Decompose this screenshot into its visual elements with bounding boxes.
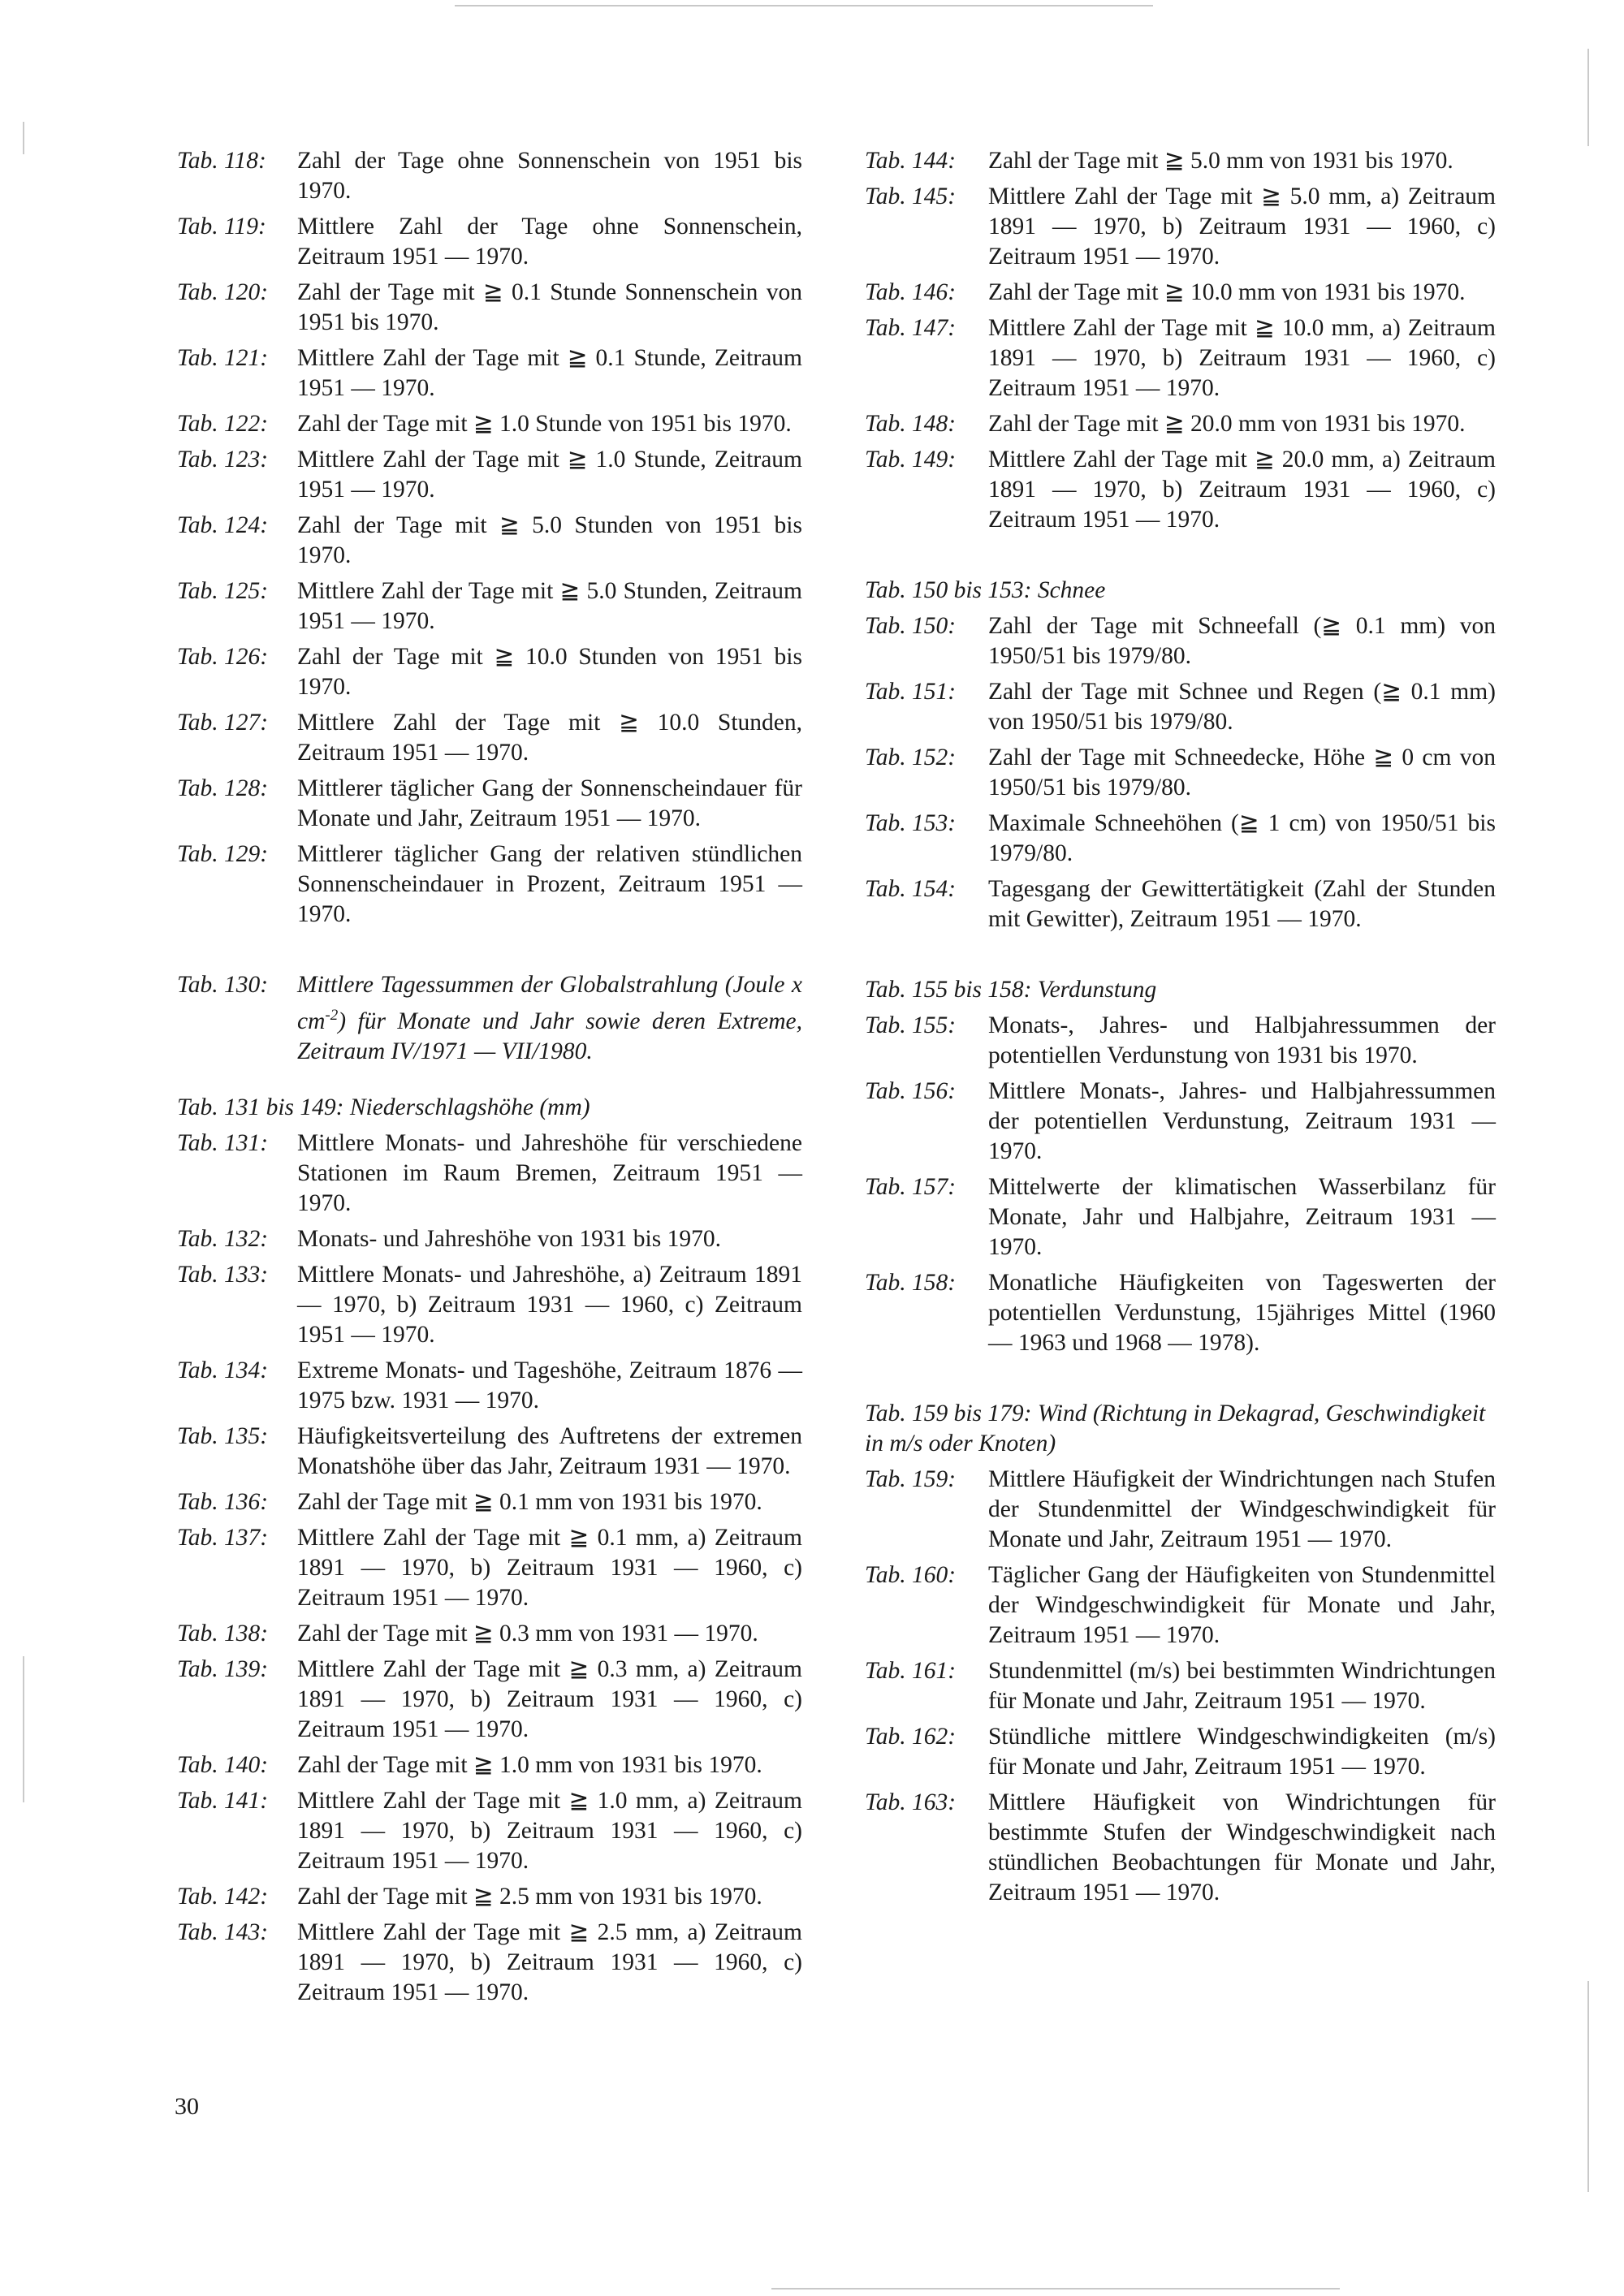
table-label: Tab. 145: [865,183,957,209]
table-entry [177,1523,802,1613]
table-description: Mittlere Zahl der Tage mit ≧ 0.3 mm, a) Zeitraum 1891 — 1970, b) Zeitraum 1931 — 1960, c) Zeitraum 1951 — 1970. [297,1655,802,1742]
table-entry [177,1356,802,1416]
table-description: Mittlerer täglicher Gang der Sonnenscheindauer für Monate und Jahr, Zeitraum 1951 — 1970. [297,775,802,831]
table-description: Zahl der Tage mit ≧ 2.5 mm von 1931 bis 1970. [297,1883,762,1910]
table-entry [177,642,802,702]
table-description: Mittlere Häufigkeit von Windrichtungen für bestimmte Stufen der Windgeschwindigkeit nach stündlichen Beobachtungen für Monate und Jahr, Zeitraum 1951 — 1970. [988,1789,1496,1905]
table-entry [865,1172,1496,1262]
table-entry [177,1918,802,2008]
table-label: Tab. 130: [177,972,269,998]
table-description: Zahl der Tage mit ≧ 20.0 mm von 1931 bis 1970. [988,411,1466,437]
table-description: Zahl der Tage mit ≧ 5.0 mm von 1931 bis 1970. [988,148,1453,174]
table-label: Tab. 154: [865,876,957,902]
table-label: Tab. 121: [177,345,269,371]
table-description: Mittlere Häufigkeit der Windrichtungen nach Stufen der Stundenmittel der Windgeschwindigkeit für Monate und Jahr, Zeitraum 1951 — 1970. [988,1466,1496,1552]
group-heading: Tab. 131 bis 149: Niederschlagshöhe (mm) [177,1094,590,1120]
table-entry [865,743,1496,803]
table-description: Zahl der Tage ohne Sonnenschein von 1951 bis 1970. [297,148,802,204]
table-label: Tab. 143: [177,1918,269,1945]
page-number: 30 [175,2093,199,2120]
table-entry [177,212,802,272]
table-entry [865,1011,1496,1071]
table-entry [865,611,1496,671]
table-description: Mittlere Zahl der Tage ohne Sonnenschein, Zeitraum 1951 — 1970. [297,214,802,270]
table-label: Tab. 156: [865,1078,957,1104]
table-entry [865,874,1496,934]
table-label: Tab. 140: [177,1751,269,1778]
table-entry [177,708,802,768]
table-label: Tab. 150: [865,613,957,639]
table-label: Tab. 159: [865,1466,957,1492]
table-entry [177,511,802,571]
table-description: Stundenmittel (m/s) bei bestimmten Windrichtungen für Monate und Jahr, Zeitraum 1951 — 1970. [988,1658,1496,1714]
table-description: Stündliche mittlere Windgeschwindigkeiten (m/s) für Monate und Jahr, Zeitraum 1951 — 1970. [988,1724,1496,1780]
table-label: Tab. 129: [177,841,269,867]
table-entry [177,1655,802,1745]
table-description: Mittlerer täglicher Gang der relativen stündlichen Sonnenscheindauer in Prozent, Zeitraum 1951 — 1970. [297,841,802,927]
table-description: Zahl der Tage mit Schneedecke, Höhe ≧ 0 cm von 1950/51 bis 1979/80. [988,744,1496,801]
table-description: Zahl der Tage mit ≧ 5.0 Stunden von 1951 bis 1970. [297,512,802,568]
table-entry [177,970,802,1067]
table-label: Tab. 120: [177,279,269,305]
table-entry [177,146,802,206]
table-entry [177,1619,802,1649]
table-entry [177,1750,802,1780]
table-description: Mittlere Monats- und Jahreshöhe für verschiedene Stationen im Raum Bremen, Zeitraum 1951 — 1970. [297,1129,802,1216]
group-heading: Tab. 159 bis 179: Wind (Richtung in Dekagrad, Geschwindigkeit in m/s oder Knoten) [865,1400,1486,1457]
table-label: Tab. 135: [177,1422,269,1449]
table-description: Zahl der Tage mit ≧ 10.0 Stunden von 1951 bis 1970. [297,644,802,700]
table-entry [177,343,802,404]
table-entry [865,409,1496,439]
table-entry [177,1882,802,1912]
table-label: Tab. 162: [865,1724,957,1750]
table-entry [177,1260,802,1350]
table-label: Tab. 155: [865,1012,957,1038]
table-entry [865,1077,1496,1167]
table-description: Monatliche Häufigkeiten von Tageswerten der potentiellen Verdunstung, 15jähriges Mittel (1960 — 1963 und 1968 — 1978). [988,1270,1496,1356]
scan-edge-top [455,5,1153,6]
table-entry [865,1788,1496,1908]
table-label: Tab. 124: [177,512,269,538]
table-description: Mittlere Zahl der Tage mit ≧ 0.1 mm, a) Zeitraum 1891 — 1970, b) Zeitraum 1931 — 1960, c) Zeitraum 1951 — 1970. [297,1524,802,1611]
table-label: Tab. 125: [177,578,269,604]
table-description: Mittelwerte der klimatischen Wasserbilanz für Monate, Jahr und Halbjahre, Zeitraum 1931 — 1970. [988,1174,1496,1260]
table-label: Tab. 139: [177,1655,269,1682]
table-label: Tab. 148: [865,411,957,437]
table-label: Tab. 126: [177,644,269,670]
table-entry [865,677,1496,737]
table-description: Mittlere Zahl der Tage mit ≧ 5.0 mm, a) Zeitraum 1891 — 1970, b) Zeitraum 1931 — 1960, c) Zeitraum 1951 — 1970. [988,183,1496,270]
superscript: -2 [325,1007,339,1024]
table-entry [177,445,802,505]
table-entry [177,576,802,637]
table-entry [865,182,1496,272]
scan-edge-left-1 [23,122,24,154]
group-heading: Tab. 155 bis 158: Verdunstung [865,977,1157,1003]
table-entry [865,1722,1496,1782]
right-column [865,146,1496,1914]
table-entry [865,1560,1496,1651]
table-description: Zahl der Tage mit ≧ 0.3 mm von 1931 — 1970. [297,1620,758,1646]
table-entry [865,1465,1496,1555]
table-description: Zahl der Tage mit Schneefall (≧ 0.1 mm) von 1950/51 bis 1979/80. [988,613,1496,669]
table-description: Mittlere Zahl der Tage mit ≧ 10.0 Stunden, Zeitraum 1951 — 1970. [297,710,802,766]
table-label: Tab. 131: [177,1129,269,1156]
table-description: Tagesgang der Gewittertätigkeit (Zahl der Stunden mit Gewitter), Zeitraum 1951 — 1970. [988,876,1496,932]
description-part: Mittlere Tagessummen der Globalstrahlung (Joule x cm [297,972,802,1034]
table-label: Tab. 160: [865,1562,957,1588]
table-entry [865,313,1496,404]
table-label: Tab. 158: [865,1270,957,1296]
table-label: Tab. 144: [865,148,957,174]
table-entry [177,1422,802,1482]
table-description: Zahl der Tage mit Schnee und Regen (≧ 0.1 mm) von 1950/51 bis 1979/80. [988,679,1496,735]
table-label: Tab. 163: [865,1789,957,1815]
table-entry [177,278,802,338]
group-heading: Tab. 150 bis 153: Schnee [865,577,1106,603]
table-description: Zahl der Tage mit ≧ 10.0 mm von 1931 bis 1970. [988,279,1466,305]
table-description: Täglicher Gang der Häufigkeiten von Stundenmittel der Windgeschwindigkeit für Monate und Jahr, Zeitraum 1951 — 1970. [988,1562,1496,1648]
table-entry [865,445,1496,535]
table-label: Tab. 127: [177,710,269,736]
table-label: Tab. 151: [865,679,957,705]
table-label: Tab. 147: [865,315,957,341]
table-description: Mittlere Monats- und Jahreshöhe, a) Zeitraum 1891 — 1970, b) Zeitraum 1931 — 1960, c) Zeitraum 1951 — 1970. [297,1261,802,1348]
table-label: Tab. 146: [865,279,957,305]
table-description: Mittlere Zahl der Tage mit ≧ 20.0 mm, a) Zeitraum 1891 — 1970, b) Zeitraum 1931 — 1960, c) Zeitraum 1951 — 1970. [988,447,1496,533]
table-description: Zahl der Tage mit ≧ 1.0 mm von 1931 bis 1970. [297,1751,762,1778]
table-description: Mittlere Zahl der Tage mit ≧ 5.0 Stunden, Zeitraum 1951 — 1970. [297,578,802,634]
table-label: Tab. 142: [177,1883,269,1910]
table-entry [865,1268,1496,1358]
table-description: Monats- und Jahreshöhe von 1931 bis 1970. [297,1225,721,1252]
table-label: Tab. 132: [177,1225,269,1252]
table-description: Maximale Schneehöhen (≧ 1 cm) von 1950/51 bis 1979/80. [988,810,1496,866]
table-label: Tab. 149: [865,447,957,473]
table-entry [865,146,1496,176]
table-label: Tab. 123: [177,447,269,473]
table-entry [177,409,802,439]
table-entry [177,1224,802,1254]
table-description: Zahl der Tage mit ≧ 0.1 Stunde Sonnenschein von 1951 bis 1970. [297,279,802,335]
description-part: ) für Monate und Jahr sowie deren Extreme, Zeitraum IV/1971 — VII/1980. [297,1008,802,1064]
table-label: Tab. 134: [177,1357,269,1383]
table-description: Mittlere Zahl der Tage mit ≧ 10.0 mm, a) Zeitraum 1891 — 1970, b) Zeitraum 1931 — 1960, c) Zeitraum 1951 — 1970. [988,315,1496,401]
table-entry [177,1129,802,1219]
table-entry [865,278,1496,308]
table-description: Häufigkeitsverteilung des Auftretens der extremen Monatshöhe über das Jahr, Zeitraum 1931 — 1970. [297,1422,802,1479]
table-label: Tab. 137: [177,1524,269,1551]
table-description: Monats-, Jahres- und Halbjahressummen der potentiellen Verdunstung von 1931 bis 1970. [988,1012,1496,1068]
scan-edge-left-2 [23,1656,24,1802]
table-description: Zahl der Tage mit ≧ 0.1 mm von 1931 bis 1970. [297,1488,762,1515]
table-description: Mittlere Zahl der Tage mit ≧ 2.5 mm, a) Zeitraum 1891 — 1970, b) Zeitraum 1931 — 1960, c) Zeitraum 1951 — 1970. [297,1918,802,2005]
table-label: Tab. 119: [177,214,266,240]
table-description: Mittlere Zahl der Tage mit ≧ 1.0 mm, a) Zeitraum 1891 — 1970, b) Zeitraum 1931 — 1960, c) Zeitraum 1951 — 1970. [297,1787,802,1874]
table-label: Tab. 133: [177,1261,269,1288]
table-entry [177,774,802,834]
table-label: Tab. 152: [865,744,957,770]
table-description [297,970,802,1067]
table-entry [865,1656,1496,1716]
table-label: Tab. 141: [177,1787,269,1814]
table-description: Extreme Monats- und Tageshöhe, Zeitraum 1876 — 1975 bzw. 1931 — 1970. [297,1357,802,1413]
table-label: Tab. 138: [177,1620,269,1646]
table-entry [177,1786,802,1876]
table-label: Tab. 161: [865,1658,957,1684]
left-column [177,146,802,2013]
table-entry [177,839,802,930]
table-description: Zahl der Tage mit ≧ 1.0 Stunde von 1951 bis 1970. [297,411,792,437]
table-label: Tab. 128: [177,775,269,801]
table-label: Tab. 118: [177,148,266,174]
table-label: Tab. 136: [177,1488,269,1515]
table-description: Mittlere Monats-, Jahres- und Halbjahressummen der potentiellen Verdunstung, Zeitraum 1931 — 1970. [988,1078,1496,1164]
table-entry [865,809,1496,869]
scan-edge-right-1 [1587,49,1589,146]
table-label: Tab. 122: [177,411,269,437]
table-label: Tab. 157: [865,1174,957,1200]
scan-edge-bottom [771,2288,1340,2290]
table-entry [177,1487,802,1517]
table-label: Tab. 153: [865,810,957,836]
table-description: Mittlere Zahl der Tage mit ≧ 1.0 Stunde, Zeitraum 1951 — 1970. [297,447,802,503]
scan-edge-right-2 [1587,1981,1589,2192]
table-description: Mittlere Zahl der Tage mit ≧ 0.1 Stunde, Zeitraum 1951 — 1970. [297,345,802,401]
